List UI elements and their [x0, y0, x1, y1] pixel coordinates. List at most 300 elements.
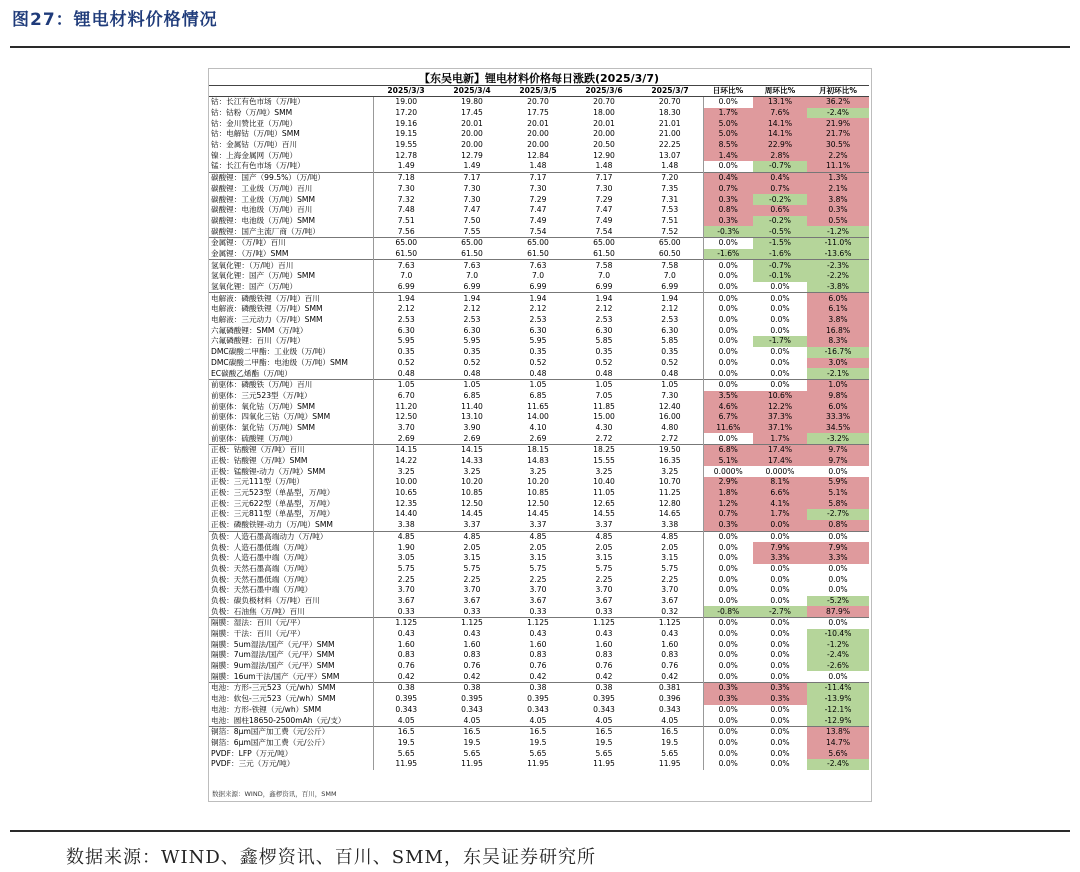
weekly-change-cell: 12.2%	[753, 401, 807, 412]
weekly-change-cell: 7.9%	[753, 542, 807, 553]
price-cell: 7.17	[439, 172, 505, 183]
daily-change-cell: 0.0%	[703, 379, 753, 390]
price-cell: 0.343	[593, 704, 615, 714]
price-cell: 7.49	[529, 215, 547, 225]
price-cell: 20.70	[593, 97, 615, 107]
row-label: 电解液：磷酸铁锂（万/吨）SMM	[209, 304, 373, 315]
daily-change-cell: 0.0%	[703, 748, 753, 759]
daily-change-cell: 0.0%	[703, 161, 753, 172]
daily-change-cell: 0.0%	[703, 315, 753, 326]
price-cell: 7.0	[597, 271, 611, 281]
price-cell: 20.70	[658, 97, 681, 107]
daily-change-cell: 0.0%	[703, 738, 753, 749]
monthly-change-cell: -2.6%	[807, 661, 869, 672]
price-cell: 14.83	[527, 456, 549, 466]
table-title: 【东吴电新】锂电材料价格每日涨跌(2025/3/7)	[418, 72, 659, 85]
price-cell: 19.5	[463, 737, 481, 747]
price-cell: 1.48	[529, 161, 547, 171]
monthly-change-cell: -2.4%	[807, 650, 869, 661]
price-cell: 2.12	[463, 304, 481, 314]
price-cell: 14.65	[658, 509, 681, 519]
price-cell: 7.49	[595, 215, 613, 225]
monthly-change-cell: 30.5%	[807, 140, 869, 151]
price-cell: 0.43	[595, 629, 613, 639]
price-cell: 3.37	[595, 520, 613, 530]
price-cell: 0.52	[595, 357, 613, 367]
row-label: 电池：软包-三元523（元/wh）SMM	[209, 694, 373, 705]
price-cell: 5.75	[661, 563, 679, 573]
price-cell: 16.5	[373, 726, 439, 737]
price-cell: 0.48	[529, 368, 547, 378]
price-cell: 10.85	[461, 488, 483, 498]
price-cell: 14.15	[373, 445, 439, 456]
price-cell: 0.35	[463, 347, 481, 357]
price-cell: 1.05	[505, 379, 571, 390]
monthly-change-cell: 87.9%	[807, 606, 869, 617]
price-cell: 7.0	[400, 271, 413, 281]
monthly-change-cell: 21.7%	[807, 129, 869, 140]
price-cell: 2.12	[397, 304, 415, 314]
price-cell: 1.94	[439, 293, 505, 304]
price-cell: 3.70	[529, 585, 547, 595]
price-cell: 5.65	[397, 748, 415, 758]
price-cell: 0.35	[397, 347, 415, 357]
price-cell: 7.29	[529, 194, 547, 204]
row-label: 钴：长江有色市场（万/吨）	[209, 97, 373, 108]
price-cell: 2.25	[595, 574, 613, 584]
monthly-change-cell: 6.0%	[807, 293, 869, 304]
price-cell: 65.00	[439, 237, 505, 248]
weekly-change-cell: 17.4%	[753, 445, 807, 456]
table-row	[209, 108, 869, 119]
price-cell: 13.07	[658, 150, 681, 160]
price-cell: 20.50	[593, 140, 615, 150]
weekly-change-cell: 0.0%	[770, 671, 790, 681]
monthly-change-cell: -5.2%	[807, 596, 869, 607]
table-row	[209, 304, 869, 315]
daily-change-cell: 0.3%	[703, 520, 753, 531]
price-cell: 7.55	[463, 226, 481, 236]
price-cell: 2.53	[397, 315, 415, 325]
row-label: 氢氧化锂：（万/吨）百川	[209, 260, 373, 271]
price-cell: 11.95	[593, 759, 615, 769]
monthly-change-cell: 11.1%	[807, 161, 869, 172]
price-cell: 10.70	[658, 477, 681, 487]
price-cell: 61.50	[395, 248, 418, 258]
price-cell: 5.95	[397, 336, 415, 346]
daily-change-cell: 0.3%	[703, 683, 753, 694]
row-label: 碳酸锂：工业级（万/吨）百川	[209, 184, 373, 195]
monthly-change-cell: 14.7%	[807, 738, 869, 749]
price-cell: 2.53	[529, 315, 547, 325]
daily-change-cell: 5.0%	[703, 129, 753, 140]
price-cell: 18.00	[593, 108, 615, 118]
price-cell: 6.30	[529, 325, 547, 335]
table-source-note: 数据来源：WIND，鑫椤资讯，百川，SMM	[212, 790, 337, 798]
price-cell: 7.47	[595, 205, 613, 215]
row-label: 负极：碳负极材料（万/吨）百川	[209, 596, 373, 607]
price-cell: 0.52	[397, 357, 415, 367]
price-cell: 20.00	[527, 140, 549, 150]
table-row	[209, 738, 869, 749]
row-label: 前驱体：氧化钴（万/吨）SMM	[209, 401, 373, 412]
price-cell: 1.49	[397, 161, 415, 171]
monthly-change-cell: -1.2%	[807, 639, 869, 650]
weekly-change-cell: 0.3%	[753, 694, 807, 705]
price-cell: 12.80	[658, 498, 681, 508]
table-row	[209, 293, 869, 304]
price-cell: 19.50	[637, 445, 703, 456]
row-label: 前驱体：氯化钴（万/吨）SMM	[209, 423, 373, 434]
price-cell: 2.69	[463, 433, 481, 443]
row-label: 电池：方形-三元523（元/wh）SMM	[209, 683, 373, 694]
row-label: 碳酸锂：国产主流厂商（万/吨）	[209, 226, 373, 237]
weekly-change-cell: -1.5%	[753, 237, 807, 248]
table-row	[209, 498, 869, 509]
price-cell: 7.58	[637, 260, 703, 271]
daily-change-cell: 4.6%	[703, 401, 753, 412]
monthly-change-cell: 5.1%	[807, 488, 869, 499]
price-cell: 19.5	[661, 737, 679, 747]
row-label: 正极：磷酸铁锂-动力（万/吨）SMM	[209, 520, 373, 531]
weekly-change-cell: 0.0%	[770, 650, 790, 660]
row-label: 负极：人造石墨高端动力（万/吨）	[209, 531, 373, 542]
price-cell: 7.30	[463, 183, 481, 193]
monthly-change-cell: 5.8%	[807, 498, 869, 509]
price-cell: 7.63	[373, 260, 439, 271]
weekly-change-cell: 37.1%	[753, 423, 807, 434]
price-cell: 3.15	[661, 553, 679, 563]
price-cell: 6.30	[463, 325, 481, 335]
price-cell: 0.42	[463, 671, 481, 681]
price-cell: 0.38	[505, 683, 571, 694]
monthly-change-cell: -2.4%	[807, 759, 869, 770]
price-cell: 6.99	[529, 282, 547, 292]
monthly-change-cell: 5.9%	[807, 477, 869, 488]
price-cell: 2.69	[397, 433, 415, 443]
row-label: 正极：钴酸锂（万/吨）百川	[209, 445, 373, 456]
weekly-change-cell: 0.4%	[753, 172, 807, 183]
daily-change-cell: -0.3%	[703, 226, 753, 237]
price-cell: 1.125	[637, 618, 703, 629]
daily-change-cell: 1.8%	[703, 488, 753, 499]
weekly-change-cell: 0.0%	[753, 379, 807, 390]
price-cell: 16.5	[571, 726, 637, 737]
price-cell: 7.51	[661, 215, 679, 225]
price-cell: 11.05	[593, 488, 615, 498]
price-cell: 0.343	[527, 704, 549, 714]
weekly-change-cell: 0.0%	[770, 585, 790, 595]
header-date: 2025/3/6	[571, 86, 637, 97]
price-cell: 2.12	[661, 304, 679, 314]
price-cell: 5.65	[595, 748, 613, 758]
price-cell: 7.51	[397, 215, 415, 225]
price-cell: 0.52	[661, 357, 679, 367]
price-cell: 0.43	[463, 629, 481, 639]
row-label: 负极：人造石墨中端（万/吨）	[209, 553, 373, 564]
price-cell: 0.43	[661, 629, 679, 639]
price-cell: 6.30	[661, 325, 679, 335]
weekly-change-cell: 3.3%	[753, 553, 807, 564]
daily-change-cell: 0.3%	[703, 694, 753, 705]
row-label: PVDF：三元（万元/吨）	[209, 759, 373, 770]
weekly-change-cell: 14.1%	[753, 129, 807, 140]
price-cell: 0.43	[529, 629, 547, 639]
price-cell: 60.50	[658, 248, 681, 258]
weekly-change-cell: 0.0%	[770, 595, 790, 605]
price-cell: 2.12	[529, 304, 547, 314]
row-label: 负极：人造石墨低端（万/吨）	[209, 542, 373, 553]
price-cell: 5.75	[529, 563, 547, 573]
monthly-change-cell: 5.6%	[807, 748, 869, 759]
daily-change-cell: 0.0%	[703, 358, 753, 369]
table-row	[209, 271, 869, 282]
price-cell: 3.38	[661, 520, 679, 530]
table-row	[209, 629, 869, 640]
price-cell: 7.30	[529, 183, 547, 193]
monthly-change-cell: 0.8%	[807, 520, 869, 531]
price-cell: 2.05	[463, 542, 481, 552]
monthly-change-cell: -12.1%	[807, 705, 869, 716]
monthly-change-cell: 7.9%	[807, 542, 869, 553]
row-label: DMC碳酸二甲酯：工业级（万/吨）	[209, 347, 373, 358]
weekly-change-cell: 0.0%	[770, 704, 790, 714]
daily-change-cell: 0.0%	[703, 618, 753, 629]
row-label: 隔膜：16um干法/国产（元/平）SMM	[209, 671, 373, 682]
price-cell: 2.72	[595, 433, 613, 443]
monthly-change-cell: 0.0%	[828, 574, 848, 584]
price-cell: 1.05	[373, 379, 439, 390]
table-row	[209, 715, 869, 726]
price-cell: 20.00	[527, 129, 549, 139]
monthly-change-cell: 0.0%	[828, 466, 848, 476]
price-cell: 5.95	[463, 336, 481, 346]
daily-change-cell: 0.0%	[703, 542, 753, 553]
price-cell: 3.90	[463, 422, 481, 432]
monthly-change-cell: 6.0%	[807, 401, 869, 412]
price-cell: 2.72	[661, 433, 679, 443]
price-cell: 7.54	[595, 226, 613, 236]
price-cell: 7.50	[463, 215, 481, 225]
weekly-change-cell: 0.3%	[753, 683, 807, 694]
weekly-change-cell: 1.7%	[753, 509, 807, 520]
price-cell: 3.70	[397, 422, 415, 432]
price-cell: 1.60	[397, 639, 415, 649]
price-cell: 12.78	[395, 150, 418, 160]
price-cell: 3.15	[595, 553, 613, 563]
price-cell: 0.83	[661, 650, 679, 660]
price-cell: 1.05	[439, 379, 505, 390]
price-cell: 7.30	[397, 183, 415, 193]
price-cell: 0.83	[463, 650, 481, 660]
monthly-change-cell: 3.8%	[807, 194, 869, 205]
price-cell: 17.20	[395, 108, 418, 118]
monthly-change-cell: 1.0%	[807, 379, 869, 390]
weekly-change-cell: 0.0%	[770, 347, 790, 357]
daily-change-cell: 0.0%	[703, 596, 753, 607]
price-cell: 0.48	[595, 368, 613, 378]
row-label: 钴：电解钴（万/吨）SMM	[209, 129, 373, 140]
row-label: 电解液：三元动力（万/吨）SMM	[209, 315, 373, 326]
price-cell: 18.30	[658, 108, 681, 118]
price-cell: 2.25	[661, 574, 679, 584]
row-label: 电池：圆柱18650-2500mAh（元/支）	[209, 715, 373, 726]
monthly-change-cell: -3.2%	[807, 433, 869, 444]
table-row	[209, 205, 869, 216]
price-cell: 0.42	[595, 671, 613, 681]
price-cell: 18.15	[505, 445, 571, 456]
table-body	[209, 97, 869, 770]
price-cell: 0.48	[661, 368, 679, 378]
weekly-change-cell: 0.0%	[770, 715, 790, 725]
table-row	[209, 97, 869, 108]
monthly-change-cell: 3.3%	[807, 553, 869, 564]
price-cell: 4.05	[463, 715, 481, 725]
price-cell: 14.45	[527, 509, 549, 519]
price-cell: 3.15	[529, 553, 547, 563]
weekly-change-cell: 0.0%	[770, 737, 790, 747]
price-cell: 0.396	[658, 694, 681, 704]
weekly-change-cell: 0.0%	[770, 304, 790, 314]
table-row	[209, 347, 869, 358]
price-cell: 12.50	[527, 498, 549, 508]
weekly-change-cell: -0.7%	[753, 260, 807, 271]
price-cell: 7.0	[465, 271, 479, 281]
daily-change-cell: 0.0%	[703, 293, 753, 304]
table-row	[209, 618, 869, 629]
monthly-change-cell: 8.3%	[807, 336, 869, 347]
weekly-change-cell: 1.7%	[753, 433, 807, 444]
table-row	[209, 759, 869, 770]
price-cell: 21.01	[658, 118, 681, 128]
price-cell: 0.33	[463, 606, 481, 616]
price-cell: 7.56	[397, 226, 415, 236]
price-cell: 0.42	[529, 671, 547, 681]
price-cell: 10.20	[461, 477, 483, 487]
monthly-change-cell: -1.2%	[807, 226, 869, 237]
price-cell: 11.85	[593, 401, 615, 411]
price-cell: 0.38	[373, 683, 439, 694]
price-cell: 0.395	[461, 694, 483, 704]
row-label: 隔膜：9um湿法/国产（元/平）SMM	[209, 661, 373, 672]
header-weekly-change: 周环比%	[753, 86, 807, 97]
monthly-change-cell: 0.3%	[807, 205, 869, 216]
price-cell: 6.99	[397, 282, 415, 292]
monthly-change-cell: -2.3%	[807, 260, 869, 271]
weekly-change-cell: 0.0%	[770, 563, 790, 573]
footer-source: 数据来源：WIND、鑫椤资讯、百川、SMM，东吴证券研究所	[66, 847, 596, 868]
row-label: 镍：上海金属网（万/吨）	[209, 150, 373, 161]
weekly-change-cell: 37.3%	[753, 412, 807, 423]
price-cell: 3.70	[463, 585, 481, 595]
weekly-change-cell: -1.6%	[753, 249, 807, 260]
table-header-row	[209, 86, 869, 97]
row-label: 金属锂：（万/吨）百川	[209, 237, 373, 248]
price-cell: 14.22	[395, 456, 418, 466]
price-cell: 7.47	[529, 205, 547, 215]
row-label: 负极：天然石墨低端（万/吨）	[209, 574, 373, 585]
row-label: EC碳酸乙烯酯（万/吨）	[209, 368, 373, 379]
weekly-change-cell: 0.000%	[765, 466, 795, 476]
weekly-change-cell: 0.0%	[753, 726, 807, 737]
table-row	[209, 466, 869, 477]
price-cell: 3.70	[397, 585, 415, 595]
row-label: 隔膜：湿法：百川（元/平）	[209, 618, 373, 629]
price-cell: 1.49	[463, 161, 481, 171]
daily-change-cell: 5.1%	[703, 456, 753, 467]
daily-change-cell: 0.0%	[703, 650, 753, 661]
price-cell: 0.43	[397, 629, 415, 639]
price-cell: 6.99	[661, 282, 679, 292]
row-label: 碳酸锂：电池级（万/吨）SMM	[209, 216, 373, 227]
price-cell: 5.75	[397, 563, 415, 573]
header-monthly-change: 月初环比%	[807, 86, 869, 97]
weekly-change-cell: 0.0%	[770, 748, 790, 758]
price-cell: 3.15	[463, 553, 481, 563]
price-cell: 5.65	[661, 748, 679, 758]
weekly-change-cell: 0.0%	[753, 520, 807, 531]
price-cell: 61.50	[461, 248, 483, 258]
price-cell: 1.94	[571, 293, 637, 304]
price-cell: 1.48	[595, 161, 613, 171]
price-cell: 17.45	[461, 108, 483, 118]
weekly-change-cell: 0.0%	[770, 315, 790, 325]
weekly-change-cell: 0.0%	[770, 368, 790, 378]
monthly-change-cell: -3.8%	[807, 282, 869, 293]
top-divider	[10, 46, 1070, 48]
row-label: DMC碳酸二甲酯：电池级（万/吨）SMM	[209, 358, 373, 369]
price-cell: 19.80	[461, 97, 483, 107]
weekly-change-cell: -0.1%	[753, 271, 807, 282]
price-cell: 20.70	[527, 97, 549, 107]
price-cell: 10.40	[593, 477, 615, 487]
price-cell: 16.35	[658, 456, 681, 466]
daily-change-cell: 0.7%	[703, 509, 753, 520]
daily-change-cell: 6.8%	[703, 445, 753, 456]
price-cell: 0.76	[661, 661, 679, 671]
daily-change-cell: 0.0%	[703, 759, 753, 770]
monthly-change-cell: 2.1%	[807, 184, 869, 195]
table-row	[209, 661, 869, 672]
daily-change-cell: 0.0%	[703, 347, 753, 358]
price-cell: 0.395	[527, 694, 549, 704]
monthly-change-cell: -2.2%	[807, 271, 869, 282]
price-cell: 5.95	[529, 336, 547, 346]
monthly-change-cell: -2.4%	[807, 108, 869, 119]
row-label: 锰：长江有色市场（万/吨）	[209, 161, 373, 172]
price-cell: 5.75	[595, 563, 613, 573]
weekly-change-cell: 0.7%	[753, 184, 807, 195]
price-cell: 3.67	[529, 595, 547, 605]
price-cell: 65.00	[373, 237, 439, 248]
monthly-change-cell: -13.6%	[807, 249, 869, 260]
daily-change-cell: 0.3%	[703, 216, 753, 227]
table-row	[209, 748, 869, 759]
price-cell: 0.76	[463, 661, 481, 671]
price-cell: 1.94	[505, 293, 571, 304]
table-row	[209, 694, 869, 705]
weekly-change-cell: -0.7%	[753, 161, 807, 172]
header-date: 2025/3/4	[439, 86, 505, 97]
row-label: 正极：三元811型（单晶型，万/吨）	[209, 509, 373, 520]
monthly-change-cell: -10.4%	[807, 629, 869, 640]
price-cell: 3.38	[397, 520, 415, 530]
daily-change-cell: -0.8%	[703, 606, 753, 617]
price-cell: 10.20	[527, 477, 549, 487]
monthly-change-cell: 1.3%	[807, 172, 869, 183]
price-cell: 4.05	[595, 715, 613, 725]
monthly-change-cell: -13.9%	[807, 694, 869, 705]
